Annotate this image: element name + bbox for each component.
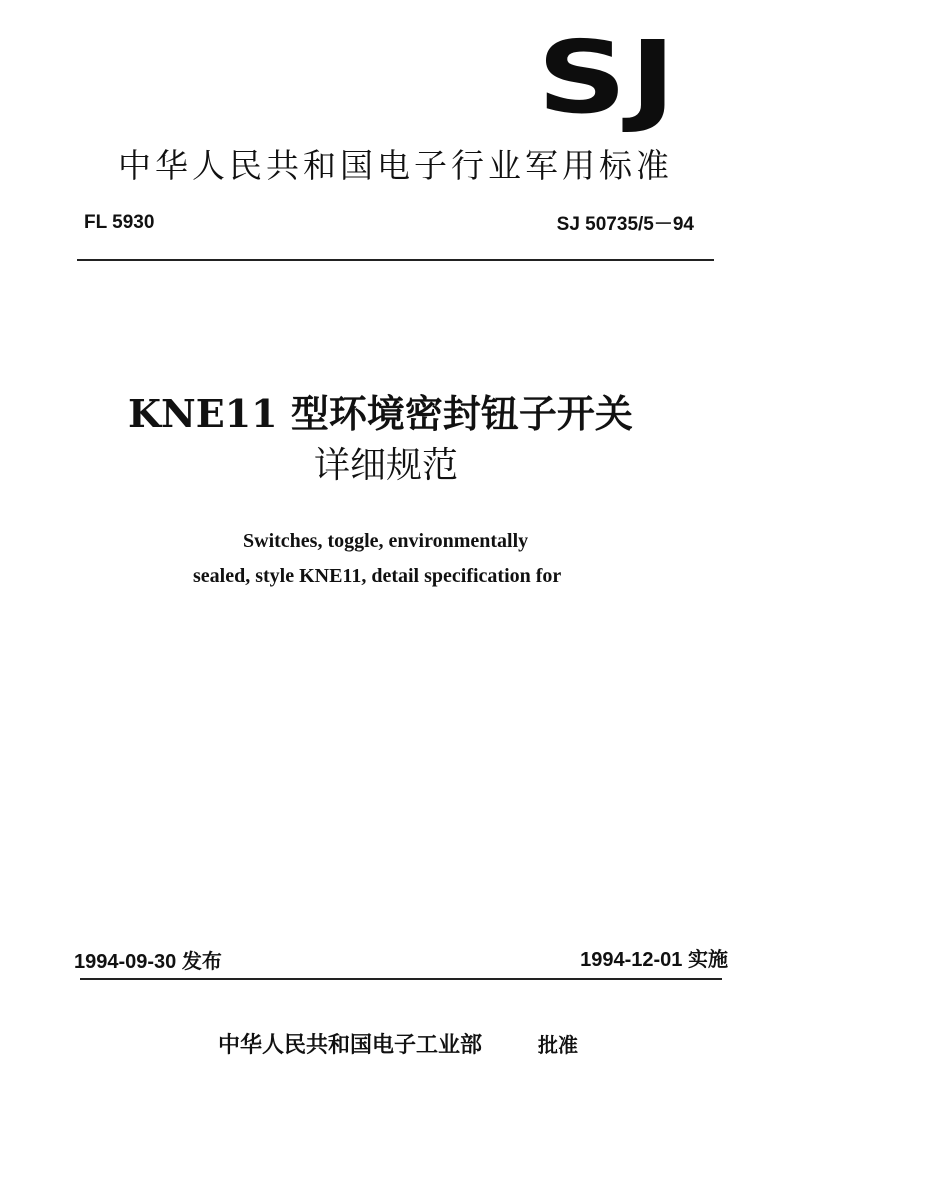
standard-number: SJ 50735/5－94 [556, 214, 694, 235]
effective-date: 1994-12-01 实施 [580, 949, 728, 971]
document-title-chinese: KNE11 型环境密封钮子开关 [128, 391, 633, 436]
document-title-english-line2: sealed, style KNE11, detail specification for [193, 565, 562, 587]
top-divider [77, 259, 714, 261]
classification-code: FL 5930 [84, 212, 155, 233]
sj-logo: SJ [537, 19, 679, 136]
document-title-english-line1: Switches, toggle, environmentally [243, 530, 529, 552]
standard-title: 中华人民共和国电子行业军用标准 [118, 146, 673, 185]
issue-date: 1994-09-30 发布 [74, 951, 222, 973]
approving-authority: 中华人民共和国电子工业部 [218, 1033, 483, 1058]
document-subtitle-chinese: 详细规范 [314, 445, 459, 486]
approval-label: 批准 [538, 1033, 578, 1057]
bottom-divider [80, 978, 722, 980]
